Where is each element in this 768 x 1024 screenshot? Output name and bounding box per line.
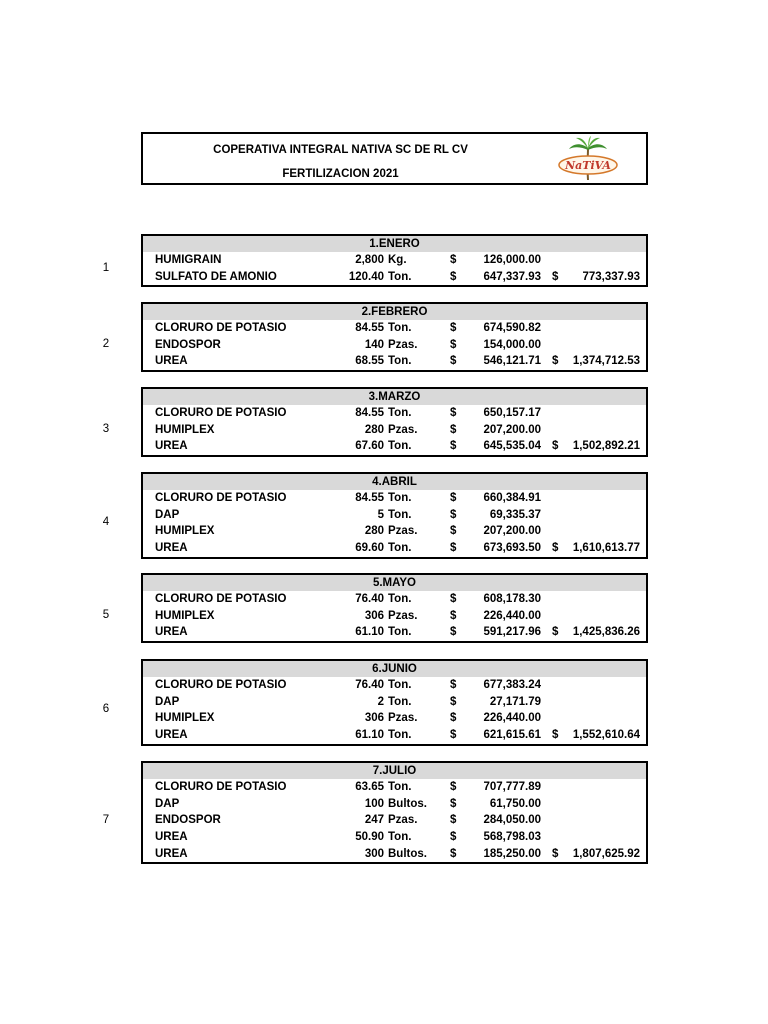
month-section (141, 387, 648, 457)
currency-symbol: $ (450, 797, 457, 810)
item-unit: Pzas. (388, 609, 418, 622)
item-name: DAP (155, 508, 180, 521)
item-row (143, 608, 646, 625)
currency-symbol: $ (450, 593, 457, 605)
item-quantity: 61.10 (355, 626, 384, 639)
section-number: 4 (102, 516, 110, 529)
item-amount: 284,050.00 (483, 814, 541, 827)
item-name: UREA (155, 729, 188, 742)
item-unit: Ton. (388, 781, 412, 793)
currency-symbol: $ (450, 492, 457, 504)
item-quantity: 247 (364, 814, 384, 827)
svg-text:NaTiVA: NaTiVA (565, 159, 611, 172)
month-section (141, 659, 648, 746)
item-amount: 645,535.04 (483, 440, 541, 453)
item-amount: 61,750.00 (489, 797, 541, 810)
month-section (141, 761, 648, 864)
currency-symbol: $ (450, 254, 457, 266)
item-row (143, 269, 646, 286)
month-header: 7.JULIO (143, 763, 646, 779)
item-name: UREA (155, 440, 188, 453)
month-total: 1,552,610.64 (572, 729, 640, 742)
item-amount: 27,171.79 (489, 695, 541, 708)
item-quantity: 84.55 (355, 492, 384, 504)
currency-symbol: $ (450, 508, 457, 521)
item-quantity: 306 (364, 609, 384, 622)
item-amount: 126,000.00 (483, 254, 541, 266)
item-unit: Pzas. (388, 814, 418, 827)
item-row (143, 405, 646, 422)
total-currency-symbol: $ (552, 542, 559, 555)
item-amount: 647,337.93 (483, 270, 541, 283)
item-name: HUMIGRAIN (155, 254, 222, 266)
nativa-logo (555, 136, 621, 182)
item-row (143, 540, 646, 557)
currency-symbol: $ (450, 270, 457, 283)
item-unit: Ton. (388, 322, 412, 334)
item-name: CLORURO DE POTASIO (155, 322, 287, 334)
item-row (143, 796, 646, 813)
document-header (141, 132, 648, 185)
item-quantity: 300 (364, 847, 384, 860)
item-row (143, 710, 646, 727)
item-name: CLORURO DE POTASIO (155, 492, 287, 504)
item-amount: 707,777.89 (483, 781, 541, 793)
item-amount: 226,440.00 (483, 609, 541, 622)
item-row (143, 829, 646, 846)
currency-symbol: $ (450, 525, 457, 538)
item-name: CLORURO DE POTASIO (155, 679, 287, 691)
currency-symbol: $ (450, 542, 457, 555)
item-name: CLORURO DE POTASIO (155, 593, 287, 605)
total-currency-symbol: $ (552, 270, 559, 283)
item-row (143, 591, 646, 608)
item-name: UREA (155, 626, 188, 639)
item-unit: Ton. (388, 440, 412, 453)
item-unit: Ton. (388, 270, 412, 283)
item-unit: Pzas. (388, 525, 418, 538)
item-quantity: 2 (377, 695, 384, 708)
item-unit: Ton. (388, 407, 412, 419)
item-amount: 673,693.50 (483, 542, 541, 555)
currency-symbol: $ (450, 407, 457, 419)
item-row (143, 523, 646, 540)
item-unit: Ton. (388, 626, 412, 639)
item-unit: Pzas. (388, 338, 418, 351)
item-unit: Ton. (388, 542, 412, 555)
item-quantity: 306 (364, 712, 384, 725)
currency-symbol: $ (450, 781, 457, 793)
total-currency-symbol: $ (552, 355, 559, 368)
item-unit: Ton. (388, 695, 412, 708)
total-currency-symbol: $ (552, 440, 559, 453)
item-unit: Ton. (388, 355, 412, 368)
item-quantity: 69.60 (355, 542, 384, 555)
month-header: 1.ENERO (143, 236, 646, 252)
month-section (141, 234, 648, 287)
month-header: 3.MARZO (143, 389, 646, 405)
item-row (143, 337, 646, 354)
item-unit: Bultos. (388, 847, 427, 860)
section-number: 1 (102, 261, 110, 274)
currency-symbol: $ (450, 338, 457, 351)
total-currency-symbol: $ (552, 729, 559, 742)
month-total: 773,337.93 (582, 270, 640, 283)
item-unit: Ton. (388, 492, 412, 504)
document-subtitle: FERTILIZACION 2021 (282, 168, 399, 180)
item-quantity: 120.40 (348, 270, 384, 283)
item-name: UREA (155, 847, 188, 860)
section-number: 7 (102, 813, 110, 826)
item-name: UREA (155, 542, 188, 555)
section-number: 3 (102, 423, 110, 436)
item-unit: Ton. (388, 679, 412, 691)
currency-symbol: $ (450, 831, 457, 844)
month-section (141, 302, 648, 372)
item-quantity: 5 (377, 508, 384, 521)
month-total: 1,374,712.53 (572, 355, 640, 368)
item-row (143, 507, 646, 524)
item-amount: 660,384.91 (483, 492, 541, 504)
item-quantity: 280 (364, 525, 384, 538)
item-unit: Bultos. (388, 797, 427, 810)
item-quantity: 61.10 (355, 729, 384, 742)
item-amount: 69,335.37 (489, 508, 541, 521)
section-number: 2 (102, 338, 110, 351)
item-name: UREA (155, 831, 188, 844)
currency-symbol: $ (450, 679, 457, 691)
item-unit: Ton. (388, 831, 412, 844)
item-row (143, 694, 646, 711)
item-row (143, 779, 646, 796)
currency-symbol: $ (450, 609, 457, 622)
currency-symbol: $ (450, 847, 457, 860)
currency-symbol: $ (450, 712, 457, 725)
currency-symbol: $ (450, 626, 457, 639)
item-row (143, 422, 646, 439)
item-name: DAP (155, 797, 180, 810)
month-header: 5.MAYO (143, 575, 646, 591)
item-quantity: 63.65 (355, 781, 384, 793)
item-unit: Ton. (388, 593, 412, 605)
item-amount: 185,250.00 (483, 847, 541, 860)
item-amount: 674,590.82 (483, 322, 541, 334)
item-amount: 154,000.00 (483, 338, 541, 351)
item-quantity: 100 (364, 797, 384, 810)
item-row (143, 624, 646, 641)
item-amount: 591,217.96 (483, 626, 541, 639)
month-total: 1,502,892.21 (572, 440, 640, 453)
item-name: ENDOSPOR (155, 338, 221, 351)
section-number: 6 (102, 703, 110, 716)
month-total: 1,425,836.26 (572, 626, 640, 639)
item-unit: Pzas. (388, 712, 418, 725)
item-name: DAP (155, 695, 180, 708)
item-unit: Ton. (388, 729, 412, 742)
item-row (143, 812, 646, 829)
item-row (143, 353, 646, 370)
item-row (143, 677, 646, 694)
month-total: 1,610,613.77 (572, 542, 640, 555)
item-quantity: 84.55 (355, 322, 384, 334)
item-name: HUMIPLEX (155, 525, 215, 538)
item-name: ENDOSPOR (155, 814, 221, 827)
item-name: HUMIPLEX (155, 712, 215, 725)
item-amount: 568,798.03 (483, 831, 541, 844)
item-amount: 650,157.17 (483, 407, 541, 419)
item-amount: 608,178.30 (483, 593, 541, 605)
item-amount: 621,615.61 (483, 729, 541, 742)
item-amount: 226,440.00 (483, 712, 541, 725)
month-section (141, 573, 648, 643)
item-quantity: 280 (364, 423, 384, 436)
section-number: 5 (102, 609, 110, 622)
item-quantity: 76.40 (355, 593, 384, 605)
item-quantity: 76.40 (355, 679, 384, 691)
item-name: HUMIPLEX (155, 423, 215, 436)
document-title: COPERATIVA INTEGRAL NATIVA SC DE RL CV (213, 144, 468, 156)
item-quantity: 68.55 (355, 355, 384, 368)
item-amount: 207,200.00 (483, 423, 541, 436)
item-amount: 677,383.24 (483, 679, 541, 691)
item-amount: 546,121.71 (483, 355, 541, 368)
month-header: 2.FEBRERO (143, 304, 646, 320)
currency-symbol: $ (450, 695, 457, 708)
currency-symbol: $ (450, 322, 457, 334)
item-row (143, 438, 646, 455)
item-name: HUMIPLEX (155, 609, 215, 622)
item-name: CLORURO DE POTASIO (155, 407, 287, 419)
item-amount: 207,200.00 (483, 525, 541, 538)
item-quantity: 50.90 (355, 831, 384, 844)
month-header: 4.ABRIL (143, 474, 646, 490)
item-quantity: 2,800 (355, 254, 384, 266)
item-quantity: 140 (364, 338, 384, 351)
item-row (143, 846, 646, 863)
item-unit: Pzas. (388, 423, 418, 436)
item-name: CLORURO DE POTASIO (155, 781, 287, 793)
currency-symbol: $ (450, 423, 457, 436)
currency-symbol: $ (450, 440, 457, 453)
month-total: 1,807,625.92 (572, 847, 640, 860)
item-unit: Ton. (388, 508, 412, 521)
item-row (143, 490, 646, 507)
item-unit: Kg. (388, 254, 407, 266)
item-row (143, 320, 646, 337)
month-header: 6.JUNIO (143, 661, 646, 677)
currency-symbol: $ (450, 814, 457, 827)
item-quantity: 84.55 (355, 407, 384, 419)
month-section (141, 472, 648, 559)
item-name: SULFATO DE AMONIO (155, 270, 277, 283)
item-row (143, 727, 646, 744)
currency-symbol: $ (450, 355, 457, 368)
item-row (143, 252, 646, 269)
total-currency-symbol: $ (552, 626, 559, 639)
currency-symbol: $ (450, 729, 457, 742)
total-currency-symbol: $ (552, 847, 559, 860)
item-name: UREA (155, 355, 188, 368)
item-quantity: 67.60 (355, 440, 384, 453)
